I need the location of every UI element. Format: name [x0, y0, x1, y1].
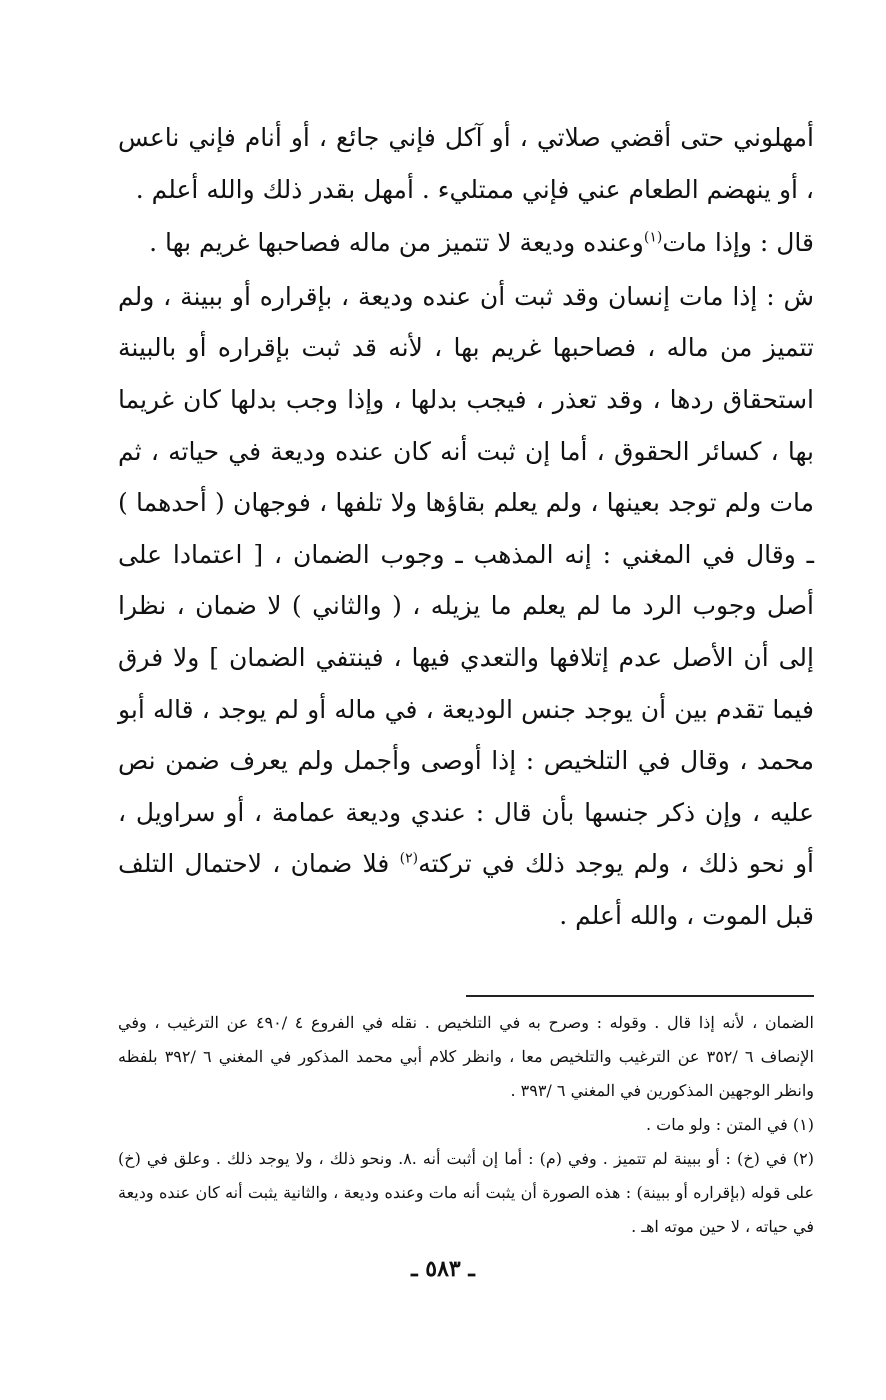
paragraph-3-text-end: فلا ضمان ، لاحتمال التلف قبل الموت ، والله أعلم .: [118, 849, 814, 930]
paragraph-2: [118, 217, 814, 269]
footnote-reference-1: (١): [643, 229, 663, 246]
footnote-reference-2: (٢): [399, 850, 419, 867]
paragraph-3-text-start: ش : إذا مات إنسان وقد ثبت أن عنده وديعة ، بإقراره أو ببينة ، ولم تتميز من ماله ، فصاحبها غريم بها ، لأنه قد ثبت بإقراره أو بالبينة استحقاق ردها ، وقد تعذر ، فيجب بدلها ، وإذا وجب بدلها كان غريما بها ، كسائر الحقوق ، أما إن ثبت أنه كان عنده وديعة في حياته ، ثم مات ولم توجد بعينها ، ولم يعلم بقاؤها ولا تلفها ، فوجهان ( أحدهما ) ـ وقال في المغني : إنه المذهب ـ وجوب الضمان ، [ اعتمادا على أصل وجوب الرد ما لم يعلم ما يزيله ، ( والثاني ) لا ضمان ، نظرا إلى أن الأصل عدم إتلافها والتعدي فيها ، فينتفي الضمان ] ولا فرق فيما تقدم بين أن يوجد جنس الوديعة ، في ماله أو لم يوجد ، قاله أبو محمد ، وقال في التلخيص : إذا أوصى وأجمل ولم يعرف ضمن نص عليه ، وإن ذكر جنسها بأن قال : عندي وديعة عمامة ، أو سراويل ، أو نحو ذلك ، ولم يوجد ذلك في تركته: [118, 281, 814, 879]
footnote-2: (٢) في (خ) : أو ببينة لم تتميز . وفي (م) : أما إن أثبت أنه .٨. ونحو ذلك ، ولا يوجد ذلك . وعلق في (خ) على قوله (بإقراره أو ببينة) : هذه الصورة أن يثبت أنه مات وعنده وديعة ، والثانية يثبت أنه كان عنده وديعة في حياته ، لا حين موته اهـ .: [118, 1149, 814, 1236]
paragraph-1: [118, 112, 814, 215]
main-text: [118, 112, 814, 942]
paragraph-3: [118, 271, 814, 942]
footnote-1: (١) في المتن : ولو مات .: [645, 1115, 814, 1134]
paragraph-2-text-end: وعنده وديعة لا تتميز من ماله فصاحبها غريم بها .: [149, 228, 644, 258]
footnote-separator-line: [466, 995, 814, 997]
paragraph-1-text: أمهلوني حتى أقضي صلاتي ، أو آكل فإني جائع ، أو أنام فإني ناعس ، أو ينهضم الطعام عني فإني ممتليء . أمهل بقدر ذلك والله أعلم .: [118, 123, 814, 204]
footnote-continuation: الضمان ، لأنه إذا قال . وقوله : وصرح به في التلخيص . نقله في الفروع ٤ /٤٩٠ عن الترغيب ، وفي الإنصاف ٦ /٣٥٢ عن الترغيب والتلخيص معا ، وانظر كلام أبي محمد المذكور في المغني ٦ /٣٩٢ بلفظه وانظر الوجهين المذكورين في المغني ٦ /٣٩٣ .: [118, 1013, 815, 1100]
footnotes: [118, 1006, 814, 1244]
paragraph-2-text-start: قال : وإذا مات: [662, 228, 814, 258]
page-number: ـ ٥٨٣ ـ: [411, 1256, 475, 1282]
